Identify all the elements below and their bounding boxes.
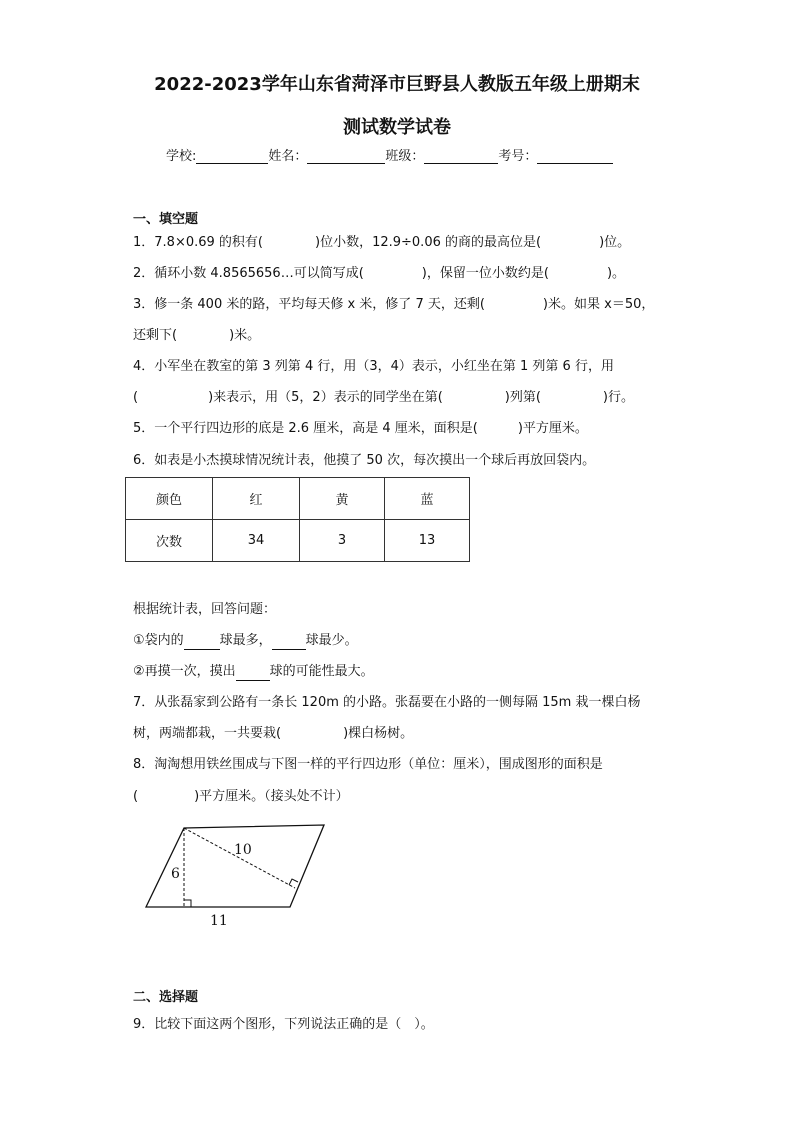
table-cell: 黄 xyxy=(300,478,385,520)
base-label: 11 xyxy=(210,913,228,929)
q8-text-b: ( xyxy=(133,789,139,804)
q3-text-d: )米。 xyxy=(229,328,261,343)
q1-text-c: )位。 xyxy=(599,235,631,250)
class-blank[interactable] xyxy=(424,149,498,164)
right-angle-mark-side xyxy=(289,879,298,885)
exam-title-line1: 2022-2023学年山东省菏泽市巨野县人教版五年级上册期末 xyxy=(154,74,640,95)
q6s1-text-a: ①袋内的 xyxy=(133,633,184,648)
question-6: 6．如表是小杰摸球情况统计表，他摸了 50 次，每次摸出一个球后再放回袋内。 xyxy=(133,453,596,468)
ball-statistics-table xyxy=(125,477,470,562)
height-label: 6 xyxy=(171,866,180,882)
perpendicular-line xyxy=(184,828,295,888)
q8-text-c: )平方厘米。（接头处不计） xyxy=(194,789,349,804)
q6s2-text-a: ②再摸一次，摸出 xyxy=(133,664,236,679)
q6-subquestion-1 xyxy=(133,632,358,650)
section1-heading: 一、填空题 xyxy=(133,212,199,227)
question-7-line2 xyxy=(133,725,413,743)
table-cell: 颜色 xyxy=(126,478,213,520)
table-cell: 34 xyxy=(213,520,300,562)
q5-text-b: )平方厘米。 xyxy=(517,421,588,436)
name-blank[interactable] xyxy=(307,149,385,164)
number-label: 考号： xyxy=(498,149,538,164)
question-3-line1 xyxy=(133,296,654,314)
q4-text-a: 4．小军坐在教室的第 3 列第 4 行，用（3，4）表示，小红坐在第 1 列第 6 行，用 xyxy=(133,359,614,374)
q2-text-a: 2．循环小数 4.8565656…可以简写成( xyxy=(133,266,364,281)
table-cell: 3 xyxy=(300,520,385,562)
question-1 xyxy=(133,234,630,252)
table-header-row xyxy=(126,478,470,520)
table-row xyxy=(126,520,470,562)
table-cell: 蓝 xyxy=(385,478,470,520)
table-cell: 红 xyxy=(213,478,300,520)
q6s1-blank-1[interactable] xyxy=(184,636,220,650)
question-4-line2 xyxy=(133,389,634,407)
diagonal-label: 10 xyxy=(234,842,252,858)
q6s2-blank[interactable] xyxy=(236,667,270,681)
q6s1-text-c: 球最少。 xyxy=(305,633,358,648)
table-cell: 次数 xyxy=(126,520,213,562)
school-label: 学校: xyxy=(166,149,197,164)
q6-prompt: 根据统计表，回答问题： xyxy=(133,602,277,617)
section2-heading: 二、选择题 xyxy=(133,990,199,1005)
question-8-line1: 8．淘淘想用铁丝围成与下图一样的平行四边形（单位：厘米），围成图形的面积是 xyxy=(133,757,603,772)
right-angle-mark-base xyxy=(184,900,191,907)
name-label: 姓名： xyxy=(268,149,308,164)
question-4-line1 xyxy=(133,358,614,376)
question-5 xyxy=(133,420,588,438)
q1-text-b: )位小数，12.9÷0.06 的商的最高位是( xyxy=(315,235,542,250)
parallelogram-figure xyxy=(140,818,370,938)
q7-text-b: 树，两端都栽，一共要栽( xyxy=(133,726,282,741)
table-cell: 13 xyxy=(385,520,470,562)
q4-text-d: )列第( xyxy=(504,390,541,405)
school-blank[interactable] xyxy=(196,149,268,164)
q6s1-blank-2[interactable] xyxy=(272,636,306,650)
q3-text-b: )米。如果 x＝50， xyxy=(542,297,655,312)
question-3-line2 xyxy=(133,327,260,345)
q6-subquestion-2 xyxy=(133,663,374,681)
student-info-row xyxy=(166,145,613,164)
question-2 xyxy=(133,265,625,283)
q7-text-c: )棵白杨树。 xyxy=(343,726,414,741)
number-blank[interactable] xyxy=(537,149,613,164)
q2-text-c: )。 xyxy=(606,266,626,281)
q4-text-c: )来表示，用（5，2）表示的同学坐在第( xyxy=(208,390,443,405)
q5-text-a: 5．一个平行四边形的底是 2.6 厘米，高是 4 厘米，面积是( xyxy=(133,421,478,436)
q6s1-text-b: 球最多， xyxy=(219,633,272,648)
question-9: 9．比较下面这两个图形，下列说法正确的是（ ）。 xyxy=(133,1017,434,1032)
q1-text-a: 1．7.8×0.69 的积有( xyxy=(133,235,263,250)
q3-text-c: 还剩下( xyxy=(133,328,178,343)
q2-text-b: )，保留一位小数约是( xyxy=(421,266,549,281)
class-label: 班级： xyxy=(385,149,425,164)
q4-text-b: ( xyxy=(133,390,139,405)
q4-text-e: )行。 xyxy=(602,390,634,405)
question-8-line2 xyxy=(133,788,349,806)
exam-title-line2: 测试数学试卷 xyxy=(343,117,451,138)
q3-text-a: 3．修一条 400 米的路，平均每天修 x 米，修了 7 天，还剩( xyxy=(133,297,485,312)
q6s2-text-b: 球的可能性最大。 xyxy=(269,664,374,679)
question-7-line1: 7．从张磊家到公路有一条长 120m 的小路。张磊要在小路的一侧每隔 15m 栽一棵白杨 xyxy=(133,695,641,710)
